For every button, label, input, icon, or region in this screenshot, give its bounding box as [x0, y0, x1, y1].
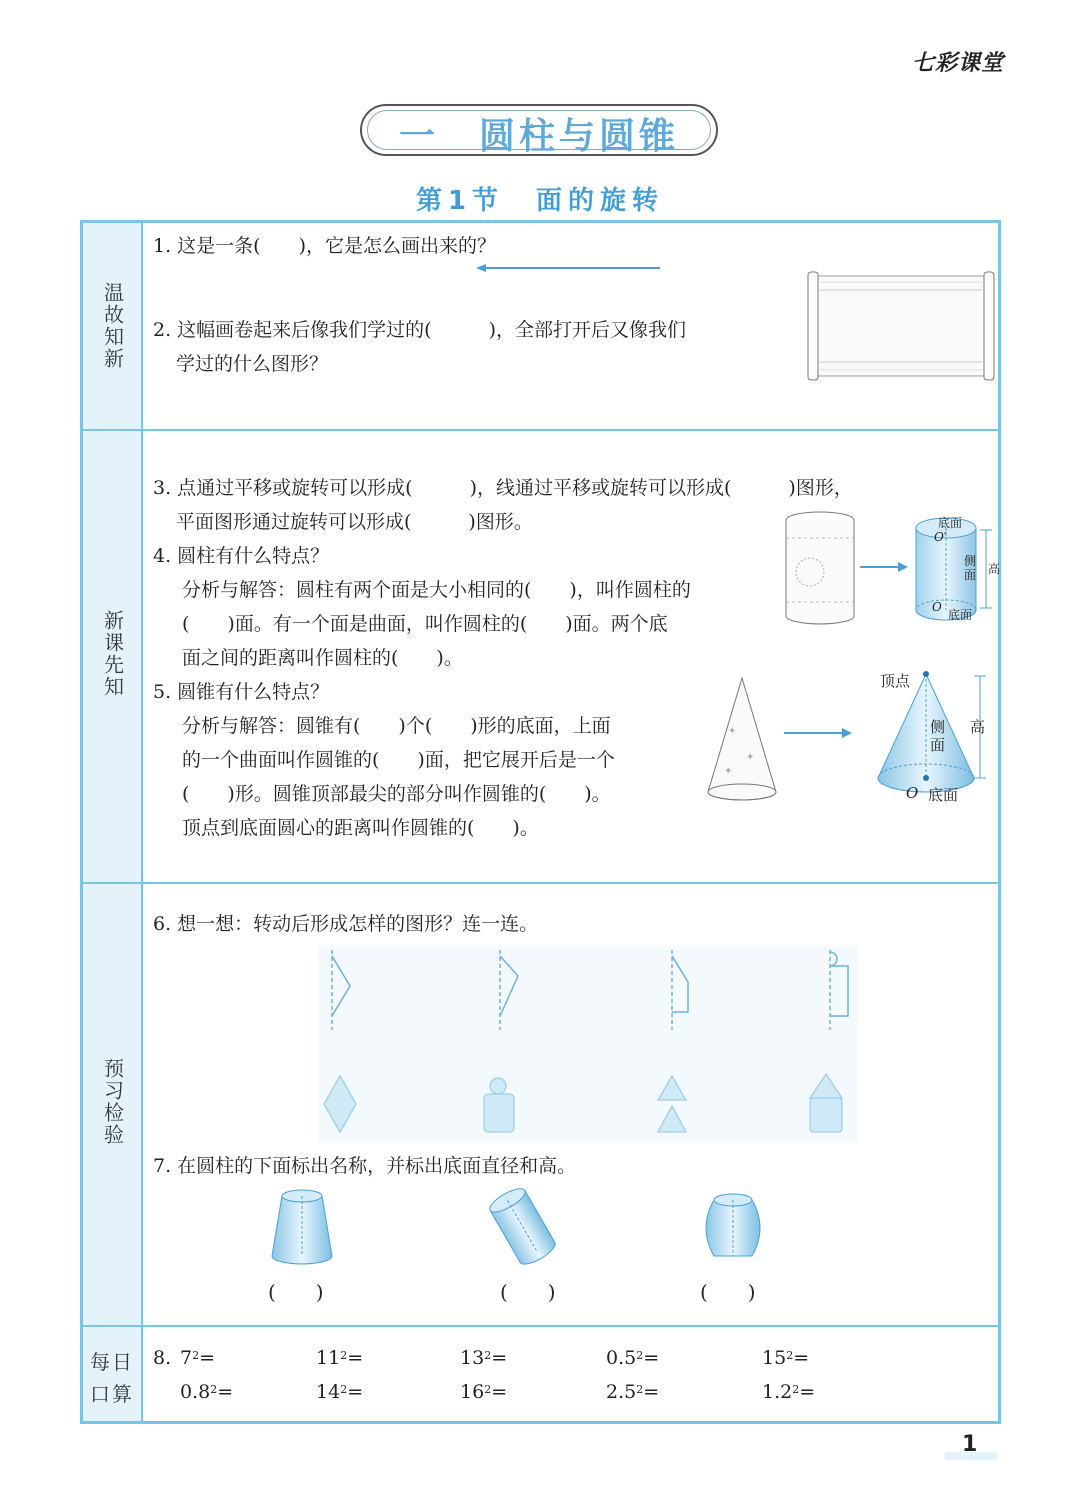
question-5-answer-3: ( )形。圆锥顶部最尖的部分叫作圆锥的( )。	[182, 783, 611, 805]
question-2-line2: 学过的什么图形？	[176, 353, 329, 375]
calc-item: $13^2=$	[460, 1347, 508, 1369]
calc-item: $1.2^2=$	[762, 1381, 816, 1403]
question-2-line1: 2. 这幅画卷起来后像我们学过的( )，全部打开后又像我们	[153, 319, 686, 341]
calc-item: $0.5^2=$	[606, 1347, 660, 1369]
answer-blank-3[interactable]: ( )	[700, 1280, 756, 1304]
question-4-answer-1: 分析与解答：圆柱有两个面是大小相同的( )，叫作圆柱的	[182, 579, 691, 601]
tilted-cylinder-figure	[486, 1186, 562, 1272]
section-label-check: 预习检验	[100, 1058, 125, 1146]
arrow-icon	[782, 726, 854, 740]
question-3-line1: 3. 点通过平移或旋转可以形成( )，线通过平移或旋转可以形成( )图形，	[153, 477, 853, 499]
calc-item: $11^2=$	[316, 1347, 364, 1369]
calc-item: $15^2=$	[762, 1347, 810, 1369]
calc-item: $2.5^2=$	[606, 1381, 660, 1403]
barrel-figure	[700, 1190, 766, 1266]
svg-text:✦: ✦	[746, 752, 755, 763]
cylinder-height-label: 高	[988, 562, 1001, 576]
question-5-answer-1: 分析与解答：圆锥有( )个( )形的底面，上面	[182, 715, 611, 737]
cone-height-label: 高	[970, 718, 986, 736]
answer-blank-2[interactable]: ( )	[500, 1280, 556, 1304]
divider	[83, 429, 998, 431]
section-label-review: 温故知新	[100, 282, 125, 370]
cone-bottom-label: 底面	[928, 786, 959, 804]
divider	[83, 1325, 998, 1327]
answer-blank-1[interactable]: ( )	[268, 1280, 324, 1304]
matching-figures	[318, 946, 858, 1142]
cone-center-label: O	[906, 784, 919, 802]
question-4-answer-3: 面之间的距离叫作圆柱的( )。	[182, 647, 463, 669]
question-5: 5. 圆锥有什么特点？	[153, 681, 330, 703]
question-4: 4. 圆柱有什么特点？	[153, 545, 330, 567]
section-label-preview: 新课先知	[100, 610, 125, 698]
cylinder-bottom-label: 底面	[948, 608, 973, 622]
question-1: 1. 这是一条( )，它是怎么画出来的？	[153, 235, 496, 257]
decorated-cylinder-icon	[780, 508, 860, 628]
calc-item: $7^2=$	[180, 1347, 216, 1369]
decorated-cone-icon	[702, 674, 782, 806]
page-number: 1	[962, 1432, 978, 1457]
brand-logo: 七彩课堂	[912, 51, 1005, 76]
cylinder-bottom-center-label: O	[932, 600, 942, 614]
cone-apex-label: 顶点	[880, 672, 911, 690]
cylinder-side-label: 侧面	[964, 554, 977, 582]
divider	[83, 882, 998, 884]
section-title: 第1节 面的旋转	[415, 186, 665, 216]
question-8-number: 8.	[153, 1347, 172, 1369]
section-sidebar	[83, 223, 143, 1421]
ray-figure	[476, 262, 662, 274]
chapter-title: 一 圆柱与圆锥	[398, 116, 679, 157]
svg-text:✦: ✦	[728, 726, 737, 737]
svg-text:✦: ✦	[724, 766, 733, 777]
cylinder-top-label: 底面	[938, 516, 963, 530]
section-label-calc: 每日口算	[90, 1350, 134, 1406]
question-5-answer-4: 顶点到底面圆心的距离叫作圆锥的( )。	[182, 817, 539, 839]
question-4-answer-2: ( )面。有一个面是曲面，叫作圆柱的( )面。两个底	[182, 613, 668, 635]
scroll-painting-icon	[806, 268, 996, 384]
calc-item: $0.8^2=$	[180, 1381, 234, 1403]
cone-side-label: 侧面	[930, 718, 946, 754]
calc-item: $16^2=$	[460, 1381, 508, 1403]
question-5-answer-2: 的一个曲面叫作圆锥的( )面，把它展开后是一个	[182, 749, 615, 771]
cylinder-top-center-label: O′	[934, 530, 947, 544]
question-7: 7. 在圆柱的下面标出名称，并标出底面直径和高。	[153, 1155, 577, 1177]
truncated-cone-figure	[266, 1184, 338, 1268]
calc-item: $14^2=$	[316, 1381, 364, 1403]
arrow-icon	[858, 560, 910, 574]
question-3-line2: 平面图形通过旋转可以形成( )图形。	[176, 511, 533, 533]
question-6: 6. 想一想：转动后形成怎样的图形？连一连。	[153, 913, 539, 935]
